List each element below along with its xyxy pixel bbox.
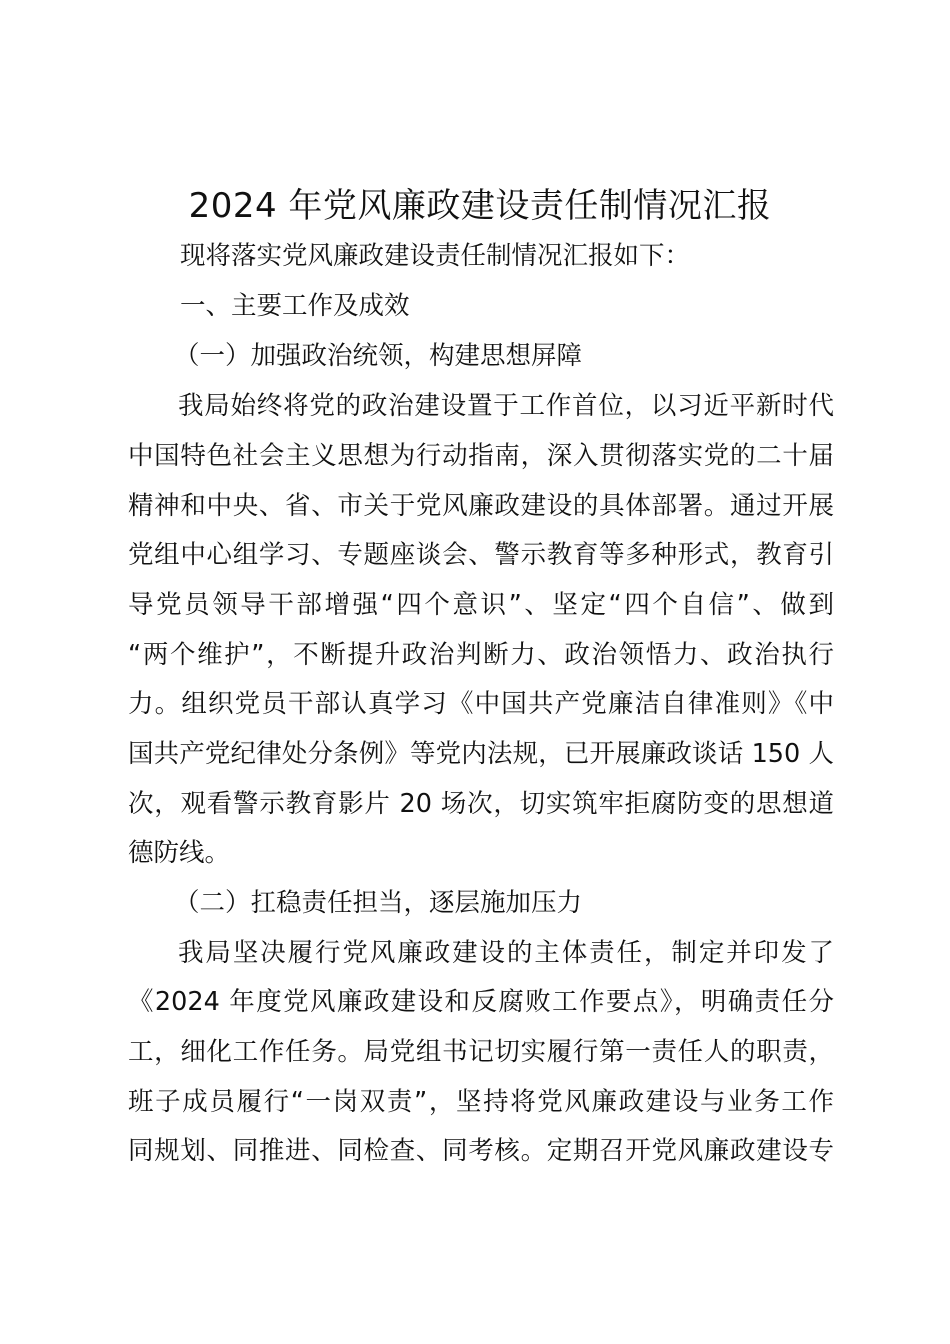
paragraph-line: 我局始终将党的政治建设置于工作首位，以习近平新时代 (178, 391, 834, 421)
paragraph-line: 《2024 年度党风廉政建设和反腐败工作要点》，明确责任分 (128, 987, 834, 1017)
paragraph-line: 党组中心组学习、专题座谈会、警示教育等多种形式，教育引 (128, 540, 834, 570)
subsection-heading: （二）扛稳责任担当，逐层施加压力 (174, 888, 583, 918)
document-title: 2024 年党风廉政建设责任制情况汇报 (188, 186, 772, 226)
paragraph-line: 我局坚决履行党风廉政建设的主体责任，制定并印发了 (178, 938, 834, 968)
paragraph-line: 国共产党纪律处分条例》等党内法规，已开展廉政谈话 150 人 (128, 739, 834, 769)
section-heading: 一、主要工作及成效 (180, 291, 410, 321)
paragraph-line: 次，观看警示教育影片 20 场次，切实筑牢拒腐防变的思想道 (128, 789, 834, 819)
paragraph-line: 导党员领导干部增强“四个意识”、坚定“四个自信”、做到 (128, 590, 834, 620)
paragraph-line: 中国特色社会主义思想为行动指南，深入贯彻落实党的二十届 (128, 441, 834, 471)
intro-text: 现将落实党风廉政建设责任制情况汇报如下： (180, 241, 691, 271)
paragraph-line: 工，细化工作任务。局党组书记切实履行第一责任人的职责， (128, 1037, 834, 1067)
paragraph-line: 同规划、同推进、同检查、同考核。定期召开党风廉政建设专 (128, 1136, 834, 1166)
paragraph-line: 德防线。 (128, 838, 231, 868)
paragraph-line: 班子成员履行“一岗双责”，坚持将党风廉政建设与业务工作 (128, 1087, 834, 1117)
paragraph-line: “两个维护”，不断提升政治判断力、政治领悟力、政治执行 (128, 640, 834, 670)
subsection-heading: （一）加强政治统领，构建思想屏障 (174, 341, 583, 371)
paragraph-line: 精神和中央、省、市关于党风廉政建设的具体部署。通过开展 (128, 491, 834, 521)
paragraph-line: 力。组织党员干部认真学习《中国共产党廉洁自律准则》《中 (128, 689, 834, 719)
